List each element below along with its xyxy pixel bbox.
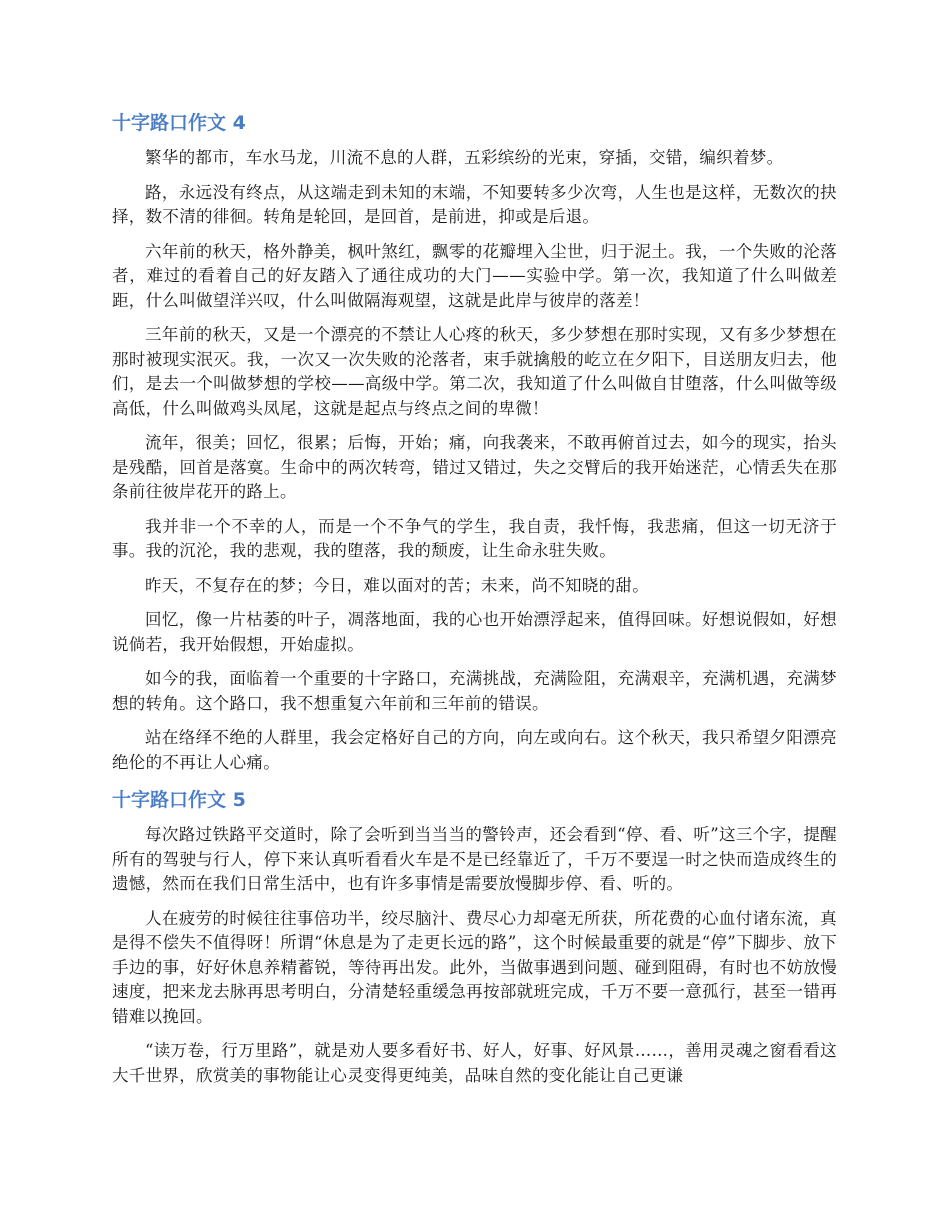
paragraph: “读万卷，行万里路”，就是劝人要多看好书、好人，好事、好风景……，善用灵魂之窗看看这大千世界，欣赏美的事物能让心灵变得更纯美，品味自然的变化能让自己更谦: [112, 1041, 837, 1085]
paragraph: 站在络绎不绝的人群里，我会定格好自己的方向，向左或向右。这个秋天，我只希望夕阳漂亮绝伦的不再让人心痛。: [112, 728, 837, 772]
section-title-text: 十字路口作文: [112, 789, 227, 811]
section-title-number: 4: [232, 112, 246, 134]
paragraph: 每次路过铁路平交道时，除了会听到当当当的警铃声，还会看到“停、看、听”这三个字，提醒所有的驾驶与行人，停下来认真听看看火车是不是已经靠近了，千万不要逞一时之快而造成终生的遗憾，然而在我们日常生活中，也有许多事情是需要放慢脚步停、看、听的。: [112, 825, 837, 893]
section-title-number: 5: [232, 789, 246, 811]
paragraph: 流年，很美；回忆，很累；后悔，开始；痛，向我袭来，不敢再俯首过去，如今的现实，抬头是残酷，回首是落寞。生命中的两次转弯，错过又错过，失之交臂后的我开始迷茫，心情丢失在那条前往彼岸花开的路上。: [112, 433, 837, 501]
essay-section-5: [112, 785, 837, 1088]
paragraph: 三年前的秋天，又是一个漂亮的不禁让人心疼的秋天，多少梦想在那时实现，又有多少梦想在那时被现实泯灭。我，一次又一次失败的沦落者，束手就擒般的屹立在夕阳下，目送朋友归去，他们，是去一个叫做梦想的学校——高级中学。第二次，我知道了什么叫做自甘堕落，什么叫做等级高低，什么叫做鸡头凤尾，这就是起点与终点之间的卑微！: [112, 325, 837, 418]
paragraph: 如今的我，面临着一个重要的十字路口，充满挑战，充满险阻，充满艰辛，充满机遇，充满梦想的转角。这个路口，我不想重复六年前和三年前的错误。: [112, 669, 837, 713]
paragraph: 六年前的秋天，格外静美，枫叶煞红，飘零的花瓣埋入尘世，归于泥土。我，一个失败的沦落者，难过的看着自己的好友踏入了通往成功的大门——实验中学。第一次，我知道了什么叫做差距，什么叫做望洋兴叹，什么叫做隔海观望，这就是此岸与彼岸的落差！: [112, 241, 837, 310]
section-title: [112, 108, 837, 138]
paragraph: 路，永远没有终点，从这端走到未知的末端，不知要转多少次弯，人生也是这样，无数次的抉择，数不清的徘徊。转角是轮回，是回首，是前进，抑或是后退。: [112, 182, 837, 226]
document-page: [112, 108, 837, 1098]
essay-section-4: [112, 108, 837, 775]
paragraph: 昨天，不复存在的梦；今日，难以面对的苦；未来，尚不知晓的甜。: [145, 575, 649, 595]
paragraph: 回忆，像一片枯萎的叶子，凋落地面，我的心也开始漂浮起来，值得回味。好想说假如，好想说倘若，我开始假想，开始虚拟。: [112, 610, 837, 654]
section-title: [112, 785, 837, 815]
paragraph: 繁华的都市，车水马龙，川流不息的人群，五彩缤纷的光束，穿插，交错，编织着梦。: [145, 148, 784, 167]
paragraph: 人在疲劳的时候往往事倍功半，绞尽脑汁、费尽心力却毫无所获，所花费的心血付诸东流，真是得不偿失不值得呀！所谓“休息是为了走更长远的路”，这个时候最重要的就是“停”下脚步、放下手边的事，好好休息养精蓄锐，等待再出发。此外，当做事遇到问题、碰到阻碍，有时也不妨放慢速度，把来龙去脉再思考明白，分清楚轻重缓急再按部就班完成，千万不要一意孤行，甚至一错再错难以挽回。: [112, 908, 837, 1026]
paragraph: 我并非一个不幸的人，而是一个不争气的学生，我自责，我忏悔，我悲痛，但这一切无济于事。我的沉沦，我的悲观，我的堕落，我的颓废，让生命永驻失败。: [112, 516, 837, 560]
section-title-text: 十字路口作文: [112, 112, 227, 134]
